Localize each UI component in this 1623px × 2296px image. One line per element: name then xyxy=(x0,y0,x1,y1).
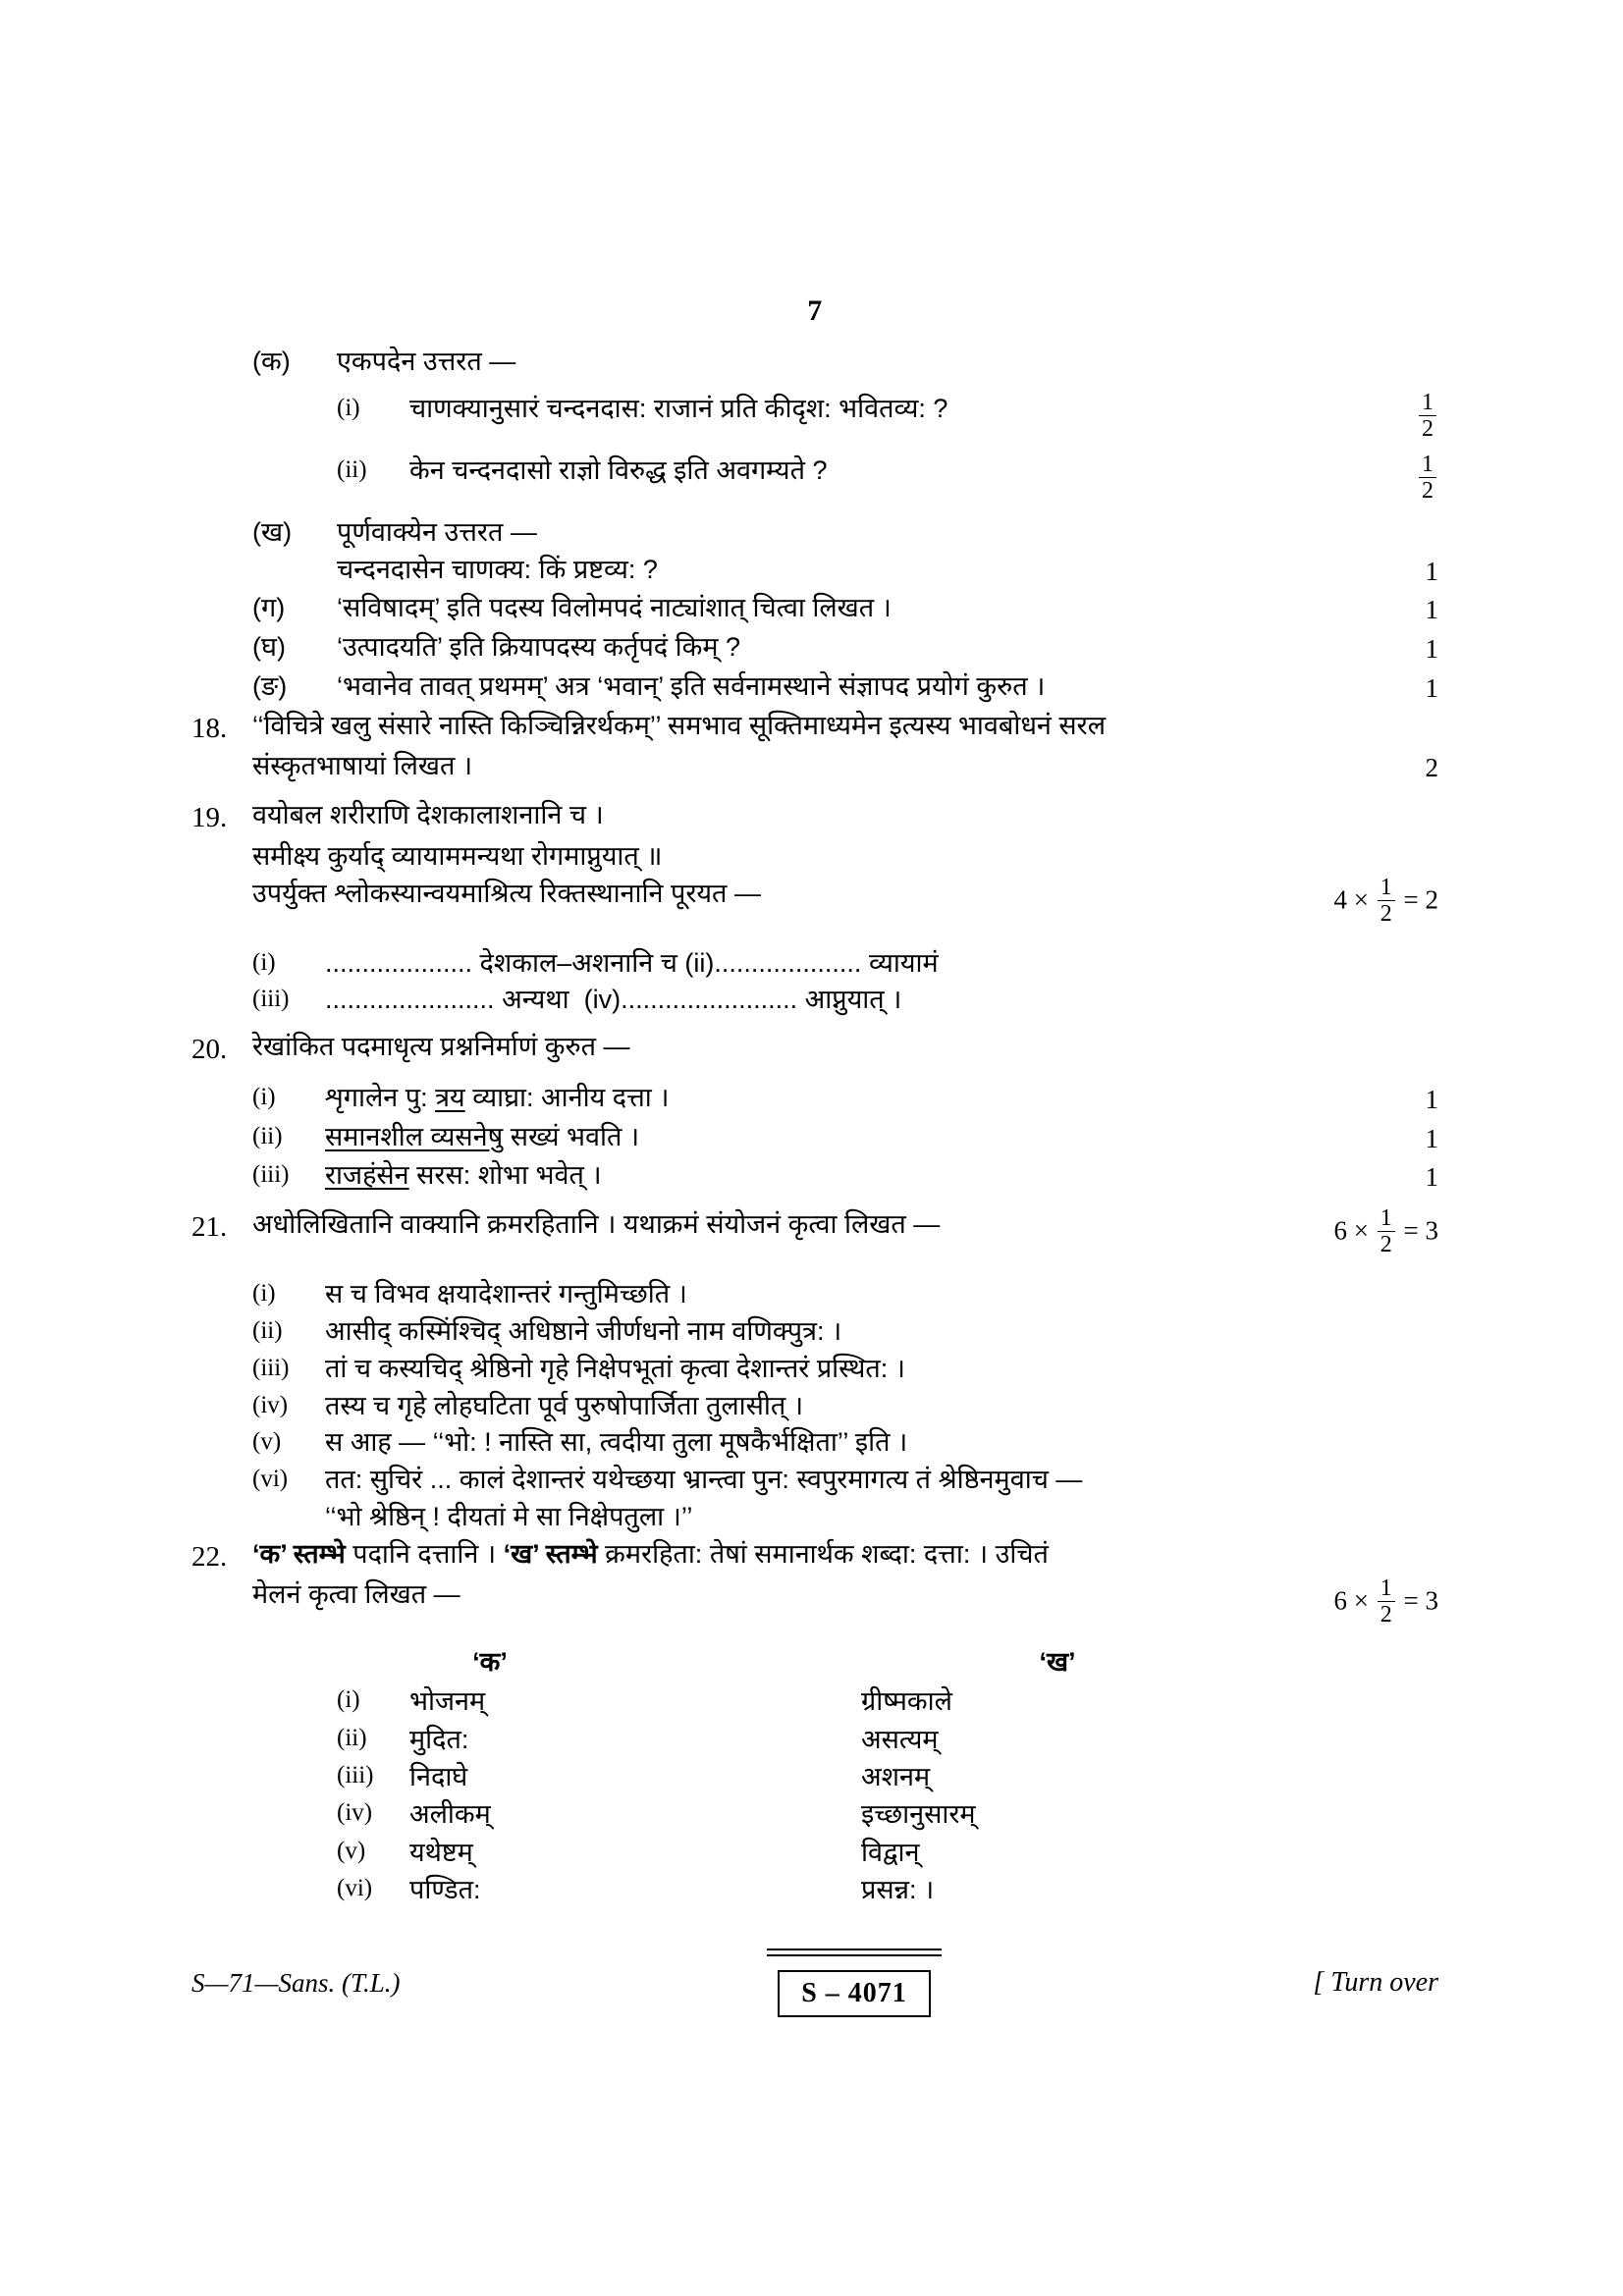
q21-label-i: (i) xyxy=(252,1280,276,1308)
q21-label-iii: (iii) xyxy=(252,1354,290,1381)
match-row xyxy=(337,1795,1438,1833)
match-table-header xyxy=(337,1642,1438,1679)
question-19-blanks-line1 xyxy=(191,945,1438,983)
match-col-a-ii: मुदित: xyxy=(409,1724,469,1754)
match-label-iii: (iii) xyxy=(337,1761,374,1789)
q20-underlined-ii: समानशील व्यसनेषु xyxy=(325,1121,504,1151)
match-col-a-v: यथेष्टम् xyxy=(409,1837,473,1867)
question-number-spacer xyxy=(191,344,252,345)
part-text-kha: पूर्णवाक्येन उत्तरत — xyxy=(337,516,537,547)
blank-line-2 xyxy=(325,982,1321,1019)
match-col-b-i: ग्रीष्मकाले xyxy=(861,1686,952,1717)
question-21-item xyxy=(191,1313,1438,1351)
q20-label-ii: (ii) xyxy=(252,1122,283,1149)
after-iii: अन्यथा xyxy=(502,985,569,1015)
match-col-b-ii: असत्यम् xyxy=(861,1724,939,1754)
question-20-item xyxy=(191,1080,1438,1119)
q21-label-v: (v) xyxy=(252,1428,282,1456)
q21-text-ii: आसीद् कस्मिंश्चिद् अधिष्ठाने जीर्णधनो नाम वणिक्पुत्र: । xyxy=(325,1315,842,1346)
marks-nga: 1 xyxy=(1425,672,1438,703)
question-18-row2 xyxy=(191,748,1438,787)
question-19-row2 xyxy=(191,838,1438,876)
page-number: 7 xyxy=(807,294,823,327)
q21-text-vi: तत: सुचिरं ... कालं देशान्तरं यथेच्छया भ्रान्त्वा पुन: स्वपुरमागत्य तं श्रेष्ठिनमुवाच — xyxy=(325,1465,1083,1495)
marks-item-ii xyxy=(1321,453,1438,505)
q20-text-i xyxy=(325,1080,1321,1117)
question-21-item xyxy=(191,1424,1438,1462)
footer-paper-code-group xyxy=(565,1949,1144,2017)
fraction-half: $\frac{1}{2}$ xyxy=(1378,876,1395,926)
marks-19: 4 × $\frac{1}{2}$ = 2 xyxy=(1333,874,1438,927)
q22-col-a-ref: ‘क’ स्तम्भे xyxy=(252,1538,346,1569)
match-col-b-iii: अशनम् xyxy=(861,1761,931,1791)
fraction-half: $\frac{1}{2}$ xyxy=(1378,1206,1395,1256)
q20-underlined-i: त्रय xyxy=(435,1082,465,1112)
part-text-nga: ‘भवानेव तावत् प्रथमम्’ अत्र ‘भवान्’ इति सर्वनामस्थाने संज्ञापद प्रयोगं कुरुत । xyxy=(337,670,1046,701)
marks-gha: 1 xyxy=(1425,634,1438,665)
question-part-row xyxy=(191,629,1438,668)
match-col-b-vi: प्रसन्न: । xyxy=(861,1874,935,1904)
part-text-ka: एकपदेन उत्तरत — xyxy=(337,347,516,376)
question-22-row2 xyxy=(191,1576,1438,1629)
marks-18: 2 xyxy=(1425,753,1438,783)
match-row xyxy=(337,1682,1438,1720)
dots-ii: .................... xyxy=(714,947,862,978)
q20-post-ii: सख्यं भवति । xyxy=(503,1121,640,1151)
question-21-item-cont xyxy=(191,1499,1438,1536)
fraction-half: $\frac{1}{2}$ xyxy=(1378,1576,1395,1627)
match-col-a-iv: अलीकम् xyxy=(409,1799,491,1830)
match-col-b-v: विद्वान् xyxy=(861,1837,920,1867)
page-content xyxy=(191,294,1438,1908)
question-18-number: 18. xyxy=(191,712,228,744)
question-21-row xyxy=(191,1206,1438,1258)
question-19-blanks-line2 xyxy=(191,982,1438,1019)
question-19-number: 19. xyxy=(191,802,228,834)
q21-text-iv: तस्य च गृहे लोहघटिता पूर्व पुरुषोपार्जिता तुलासीत् । xyxy=(325,1390,804,1420)
marks-20-i: 1 xyxy=(1425,1084,1438,1114)
question-20-item xyxy=(191,1119,1438,1158)
q20-post-i: व्याघ्रा: आनीय दत्ता । xyxy=(464,1082,670,1112)
part-label-ga: (ग) xyxy=(252,593,286,623)
fraction-half: $\frac{1}{2}$ xyxy=(1419,391,1436,441)
col-a-heading: ‘क’ xyxy=(472,1647,508,1678)
page-footer xyxy=(191,1949,1438,2017)
part-label-gha: (घ) xyxy=(252,632,286,663)
footer-subject-code: S—71—Sans. (T.L.) xyxy=(191,1967,401,1998)
blank-label-ii: (ii) xyxy=(684,947,715,978)
marks-20-iii: 1 xyxy=(1425,1162,1438,1193)
q20-label-iii: (iii) xyxy=(252,1161,290,1189)
question-22-line1 xyxy=(252,1536,1321,1574)
question-part-row xyxy=(191,514,1438,552)
dots-iii: ....................... xyxy=(325,985,495,1015)
part-text-ga: ‘सविषादम्’ इति पदस्य विलोमपदं नाट्यांशात् चित्वा लिखत । xyxy=(337,593,892,623)
q22-line1-b: पदानि दत्तानि । xyxy=(345,1538,504,1569)
match-label-iv: (iv) xyxy=(337,1799,373,1827)
item-label-ii: (ii) xyxy=(337,455,367,483)
question-19-row xyxy=(191,797,1438,838)
question-22-line2: मेलनं कृत्वा लिखत — xyxy=(252,1579,460,1610)
marks-kha: 1 xyxy=(1425,556,1438,586)
q21-label-ii: (ii) xyxy=(252,1316,283,1344)
match-col-b-iv: इच्छानुसारम् xyxy=(861,1799,976,1830)
q21-text-i: स च विभव क्षयादेशान्तरं गन्तुमिच्छति । xyxy=(325,1279,687,1309)
question-21-item xyxy=(191,1276,1438,1313)
question-20-row xyxy=(191,1029,1438,1070)
question-18-line2: संस्कृतभाषायां लिखत । xyxy=(252,751,473,781)
match-row xyxy=(337,1834,1438,1871)
part-label-nga: (ङ) xyxy=(252,670,288,701)
question-21-item xyxy=(191,1388,1438,1425)
marks-18-blank xyxy=(1321,708,1438,710)
question-20-instruction: रेखांकित पदमाधृत्य प्रश्ननिर्माणं कुरुत — xyxy=(252,1032,630,1062)
match-row xyxy=(337,1721,1438,1758)
blank-label-iv: (iv) xyxy=(583,985,622,1015)
marks-ka xyxy=(1321,344,1438,346)
question-19-verse-line2: समीक्ष्य कुर्याद् व्यायाममन्यथा रोगमाप्नुयात् ॥ xyxy=(252,840,663,871)
match-col-a-vi: पण्डित: xyxy=(409,1874,481,1904)
q20-underlined-iii: राजहंसेन xyxy=(325,1160,409,1191)
col-b-heading: ‘ख’ xyxy=(1039,1647,1076,1678)
part-label-ka: (क) xyxy=(252,347,291,376)
blank-label-i: (i) xyxy=(252,948,276,976)
marks-20-ii: 1 xyxy=(1425,1123,1438,1153)
match-row xyxy=(337,1758,1438,1795)
q20-text-ii xyxy=(325,1119,1321,1156)
q20-pre-i: शृगालेन पु: xyxy=(325,1082,436,1112)
q21-label-iv: (iv) xyxy=(252,1391,289,1418)
match-label-v: (v) xyxy=(337,1837,366,1864)
question-part-subrow xyxy=(191,552,1438,591)
q20-label-i: (i) xyxy=(252,1083,276,1110)
double-rule-divider xyxy=(767,1949,942,1956)
question-18-row xyxy=(191,708,1438,749)
question-20-number: 20. xyxy=(191,1034,228,1066)
q22-line1-d: क्रमरहिता: तेषां समानार्थक शब्दा: दत्ता: । उचितं xyxy=(597,1538,1049,1569)
question-19-verse-line1: वयोबल शरीराणि देशकालाशनानि च । xyxy=(252,800,604,830)
part-subtext-kha: चन्दनदासेन चाणक्य: किं प्रष्टव्य: ? xyxy=(337,554,658,584)
q21-text-iii: तां च कस्यचिद् श्रेष्ठिनो गृहे निक्षेपभूतां कृत्वा देशान्तरं प्रस्थित: । xyxy=(325,1353,906,1383)
match-row xyxy=(337,1871,1438,1908)
marks-ga: 1 xyxy=(1425,595,1438,625)
after-ii: व्यायामं xyxy=(868,947,939,978)
question-21-item xyxy=(191,1351,1438,1388)
question-19-instruction: उपर्युक्त श्लोकस्यान्वयमाश्रित्य रिक्तस्थानानि पूरयत — xyxy=(252,878,761,908)
q21-text-vi-cont: ‘‘भो श्रेष्ठिन् ! दीयतां मे सा निक्षेपतुला ।’’ xyxy=(325,1501,693,1531)
match-label-ii: (ii) xyxy=(337,1724,367,1751)
match-col-a-iii: निदाघे xyxy=(409,1761,468,1791)
sub-item-row xyxy=(191,391,1438,443)
q22-col-b-ref: ‘ख’ स्तम्भे xyxy=(503,1538,598,1569)
question-21-number: 21. xyxy=(191,1211,228,1244)
marks-22: 6 × $\frac{1}{2}$ = 3 xyxy=(1333,1575,1438,1629)
blank-line-1 xyxy=(325,945,1321,983)
part-label-kha: (ख) xyxy=(252,516,293,547)
question-part-row xyxy=(191,668,1438,708)
q20-text-iii xyxy=(325,1157,1321,1195)
dots-i: .................... xyxy=(325,947,473,978)
question-part-row xyxy=(191,590,1438,629)
match-label-vi: (vi) xyxy=(337,1874,373,1901)
q21-label-vi: (vi) xyxy=(252,1466,289,1493)
marks-kha-blank xyxy=(1321,514,1438,516)
item-text-ii: केन चन्दनदासो राज्ञो विरुद्ध इति अवगम्यते ? xyxy=(409,454,828,485)
dots-iv: ........................ xyxy=(621,985,798,1015)
q21-text-v: स आह — ‘‘भो: ! नास्ति सा, त्वदीया तुला मूषकैर्भक्षिता’’ इति । xyxy=(325,1427,908,1458)
match-col-a-i: भोजनम् xyxy=(409,1686,486,1717)
footer-turn-over: [ Turn over xyxy=(1313,1967,1438,1998)
after-iv: आप्नुयात् । xyxy=(804,985,902,1015)
q20-post-iii: सरस: शोभा भवेत् । xyxy=(408,1160,602,1191)
part-text-gha: ‘उत्पादयति’ इति क्रियापदस्य कर्तृपदं किम् ? xyxy=(337,632,741,663)
blank-label-iii: (iii) xyxy=(252,986,290,1013)
question-22-number: 22. xyxy=(191,1540,228,1573)
sub-item-row xyxy=(191,453,1438,505)
marks-21: 6 × $\frac{1}{2}$ = 3 xyxy=(1333,1205,1438,1258)
question-22-row xyxy=(191,1536,1438,1577)
question-part-row xyxy=(191,344,1438,381)
paper-code-box: S – 4071 xyxy=(778,1970,931,2017)
question-19-instruction-row xyxy=(191,876,1438,928)
match-label-i: (i) xyxy=(337,1686,360,1714)
fraction-half: $\frac{1}{2}$ xyxy=(1419,453,1436,503)
item-label-i: (i) xyxy=(337,394,360,421)
question-18-line1: ‘‘विचित्रे खलु संसारे नास्ति किञ्चिन्निरर्थकम्’’ समभाव सूक्तिमाध्यमेन इत्यस्य भावबोधनं सरल xyxy=(252,710,1107,740)
question-21-instruction: अधोलिखितानि वाक्यानि क्रमरहितानि । यथाक्रमं संयोजनं कृत्वा लिखत — xyxy=(252,1209,941,1240)
question-21-item xyxy=(191,1462,1438,1499)
marks-item-i xyxy=(1321,391,1438,443)
item-text-i: चाणक्यानुसारं चन्दनदास: राजानं प्रति कीदृश: भवितव्य: ? xyxy=(409,393,948,423)
question-20-item xyxy=(191,1157,1438,1197)
after-i: देशकाल–अशनानि च xyxy=(479,947,677,978)
